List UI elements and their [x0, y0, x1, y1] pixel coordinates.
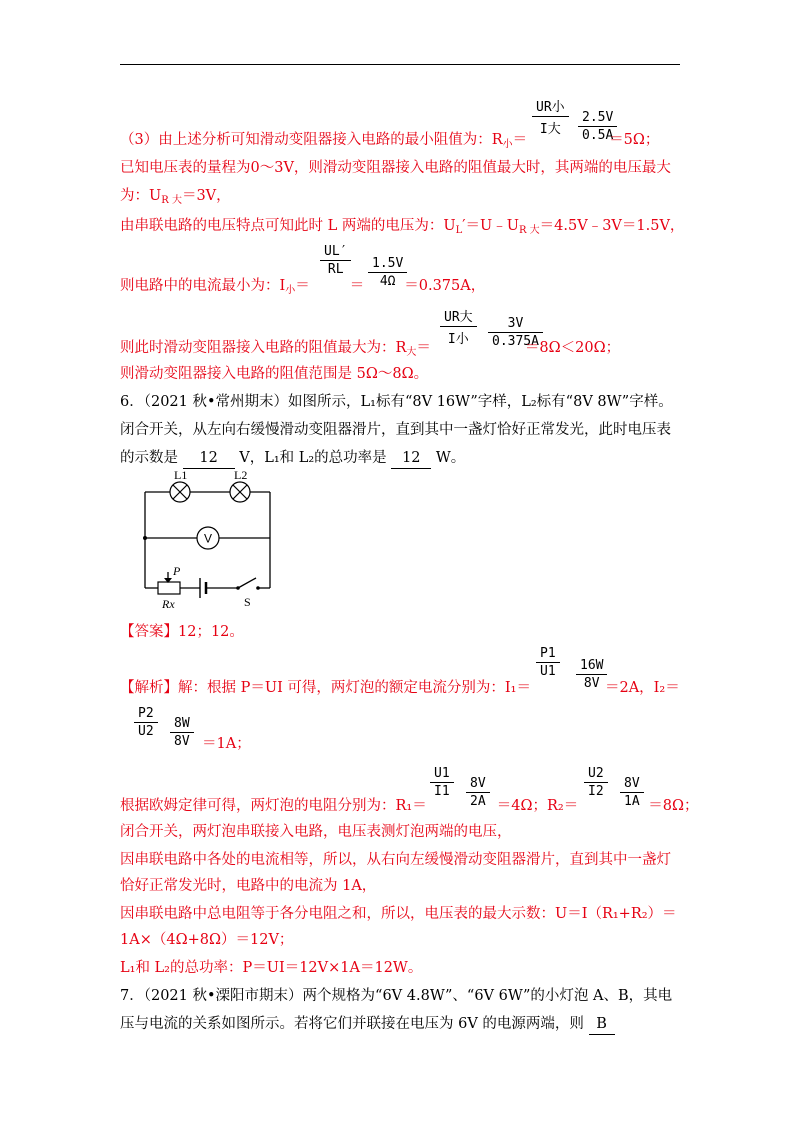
q6-analysis-line4: 闭合开关，两灯泡串联接入电路，电压表测灯泡两端的电压， — [120, 824, 512, 840]
q6-analysis-line3: 根据欧姆定律可得，两灯泡的电阻分别为：R₁＝ ＝4Ω；R₂＝ ＝8Ω； — [120, 798, 699, 814]
fraction-8v-over-2a: $\frac{8V}{2A}$ — [466, 776, 490, 809]
sec3-line6: 则此时滑动变阻器接入电路的阻值最大为：$R_大= =8\Omega<20\Omega$； — [120, 340, 621, 358]
q6-analysis-line2: ＝1A； — [202, 736, 251, 752]
fraction-16w-over-8v: $\frac{16W}{8V}$ — [576, 658, 607, 691]
circuit-diagram — [140, 470, 290, 610]
fraction-ur-min-over-i-max: UR小 I大 — [532, 96, 569, 137]
switch-pivot — [236, 586, 240, 590]
q7-line2: 压与电流的关系如图所示。若将它们并联接在电压为 6V 的电源两端，则 B — [120, 1014, 615, 1035]
q6-answer-blank-2: 12 — [391, 448, 431, 469]
sec3-line2: 已知电压表的量程为0～3V，则滑动变阻器接入电路的阻值最大时，其两端的电压最大 — [120, 160, 671, 176]
lamp-l1-icon — [170, 482, 190, 502]
switch-contact — [256, 586, 260, 590]
q6-line1: 6．（2021 秋•常州期末）如图所示，L₁标有“8V 16W”字样，L₂标有“8V 8W”字样。 — [120, 394, 673, 410]
fraction-ul-over-rl: $\frac{UL'}{RL}$ — [320, 244, 351, 277]
fraction-1-5v-over-4ohm: $\frac{1.5V}{4\Omega}$ — [368, 256, 407, 289]
header-rule — [120, 64, 680, 65]
q6-analysis-line7: 因串联电路中总电阻等于各分电阻之和，所以，电压表的最大示数：U＝I（R₁+R₂）＝ — [120, 906, 677, 922]
fraction-2-5v-over-0-5a: $\frac{2.5V}{0.5A}$ — [578, 110, 617, 143]
q6-line2: 闭合开关，从左向右缓慢滑动变阻器滑片，直到其中一盏灯恰好正常发光，此时电压表 — [120, 422, 671, 438]
sec3-line7: 则滑动变阻器接入电路的阻值范围是 5Ω～8Ω。 — [120, 366, 429, 382]
q6-analysis-line8: 1A×（4Ω+8Ω）＝12V； — [120, 932, 294, 948]
switch-label: S — [244, 595, 251, 609]
voltmeter-label: V — [203, 531, 213, 546]
junction-dot — [143, 536, 147, 540]
rheostat-icon — [158, 582, 180, 594]
q6-answer: 【答案】12；12。 — [120, 624, 244, 640]
q6-line3: 的示数是 12 V，L₁和 L₂的总功率是 12 W。 — [120, 448, 465, 469]
slider-label: P — [173, 564, 181, 578]
fraction-p1-over-u1: $\frac{P1}{U1}$ — [536, 646, 560, 679]
q6-analysis-line5: 因串联电路中各处的电流相等，所以，从右向左缓慢滑动变阻器滑片，直到其中一盏灯 — [120, 852, 671, 868]
q7-answer-blank: B — [589, 1014, 615, 1035]
fraction-3v-over-0-375a: $\frac{3V}{0.375A}$ — [488, 316, 543, 349]
lamp-l2-label: L2 — [234, 470, 248, 482]
voltmeter-icon — [197, 527, 219, 549]
fraction-8w-over-8v: $\frac{8W}{8V}$ — [170, 716, 194, 749]
lamp-l1-label: L1 — [174, 470, 188, 482]
sec3-line1: （3）由上述分析可知滑动变阻器接入电路的最小阻值为：$R_小= =5\Omega$； — [120, 132, 660, 150]
sec3-line5: 则电路中的电流最小为：$I_小= = =0.375A$， — [120, 278, 486, 296]
fraction-p2-over-u2: $\frac{P2}{U2}$ — [134, 706, 158, 739]
battery-icon — [200, 578, 206, 598]
q6-answer-blank-1: 12 — [183, 448, 235, 469]
lamp-l2-icon — [230, 482, 250, 502]
sec3-line4: 由串联电路的电压特点可知此时 L 两端的电压为：$U_L'=U﹣U_{R 大}=4.5V﹣3V=1.5V$， — [120, 218, 685, 236]
fraction-8v-over-1a: $\frac{8V}{1A}$ — [620, 776, 644, 809]
q6-analysis-line1: 【解析】解：根据 P＝UI 可得，两灯泡的额定电流分别为：I₁＝ ＝2A，I₂＝ — [120, 680, 680, 696]
q6-analysis-line9: L₁和 L₂的总功率：P＝UI＝12V×1A＝12W。 — [120, 960, 423, 976]
fraction-u1-over-i1: $\frac{U1}{I1}$ — [430, 766, 454, 799]
rheostat-label: Rx — [162, 597, 175, 610]
fraction-ur-max-over-i-min: UR大 I小 — [440, 306, 477, 347]
fraction-u2-over-i2: $\frac{U2}{I2}$ — [584, 766, 608, 799]
q7-line1: 7．（2021 秋•溧阳市期末）两个规格为“6V 4.8W”、“6V 6W”的小灯泡 A、B，其电 — [120, 988, 673, 1004]
sec3-line3: 为：$U_{R 大}=3V$， — [120, 188, 231, 206]
q6-analysis-line6: 恰好正常发光时，电路中的电流为 1A， — [120, 878, 377, 894]
